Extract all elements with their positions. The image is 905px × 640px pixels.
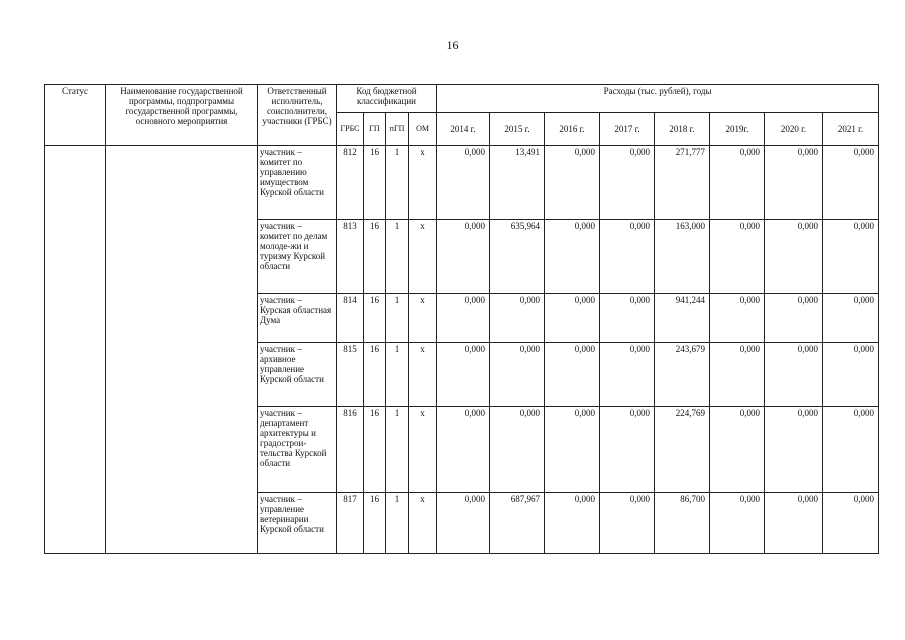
responsible-cell: участник – комитет по управлению имуществом Курской области (258, 146, 337, 220)
expense-cell: 0,000 (437, 407, 490, 493)
om-cell: x (409, 343, 437, 407)
expense-cell: 0,000 (765, 146, 823, 220)
pgp-cell: 1 (386, 146, 409, 220)
expense-cell: 0,000 (545, 294, 600, 343)
expense-cell: 0,000 (710, 294, 765, 343)
expense-cell: 0,000 (437, 146, 490, 220)
expense-cell: 0,000 (765, 294, 823, 343)
expense-cell: 0,000 (437, 294, 490, 343)
gp-cell: 16 (364, 343, 386, 407)
budget-table (44, 84, 879, 554)
expense-cell: 0,000 (710, 146, 765, 220)
header-year: 2020 г. (765, 113, 823, 146)
header-code-col: ГП (364, 113, 386, 146)
expense-cell: 0,000 (545, 343, 600, 407)
expense-cell: 0,000 (545, 220, 600, 294)
name-cell (106, 146, 258, 554)
expense-cell: 0,000 (823, 294, 879, 343)
expense-cell: 0,000 (545, 146, 600, 220)
grbs-cell: 815 (337, 343, 364, 407)
header-year: 2018 г. (655, 113, 710, 146)
expense-cell: 0,000 (437, 343, 490, 407)
header-year: 2017 г. (600, 113, 655, 146)
expense-cell: 0,000 (490, 407, 545, 493)
gp-cell: 16 (364, 407, 386, 493)
expense-cell: 0,000 (765, 407, 823, 493)
expense-cell: 0,000 (765, 493, 823, 554)
responsible-cell: участник – Курская областная Дума (258, 294, 337, 343)
om-cell: x (409, 220, 437, 294)
header-code-col: ОМ (409, 113, 437, 146)
header-responsible: Ответственный исполнитель, соисполнители, участники (ГРБС) (258, 85, 337, 146)
grbs-cell: 814 (337, 294, 364, 343)
expense-cell: 0,000 (765, 343, 823, 407)
grbs-cell: 813 (337, 220, 364, 294)
om-cell: x (409, 146, 437, 220)
header-name: Наименование государственной программы, подпрограммы государственной программы, основного мероприятия (106, 85, 258, 146)
expense-cell: 0,000 (600, 493, 655, 554)
gp-cell: 16 (364, 294, 386, 343)
grbs-cell: 812 (337, 146, 364, 220)
grbs-cell: 816 (337, 407, 364, 493)
expense-cell: 243,679 (655, 343, 710, 407)
responsible-cell: участник – управление ветеринарии Курской области (258, 493, 337, 554)
om-cell: x (409, 493, 437, 554)
gp-cell: 16 (364, 493, 386, 554)
gp-cell: 16 (364, 146, 386, 220)
pgp-cell: 1 (386, 343, 409, 407)
header-expenses: Расходы (тыс. рублей), годы (437, 85, 879, 113)
expense-cell: 687,967 (490, 493, 545, 554)
header-year: 2019г. (710, 113, 765, 146)
expense-cell: 271,777 (655, 146, 710, 220)
header-year: 2021 г. (823, 113, 879, 146)
pgp-cell: 1 (386, 220, 409, 294)
expense-cell: 163,000 (655, 220, 710, 294)
expense-cell: 0,000 (437, 493, 490, 554)
pgp-cell: 1 (386, 294, 409, 343)
header-code-col: ГРБС (337, 113, 364, 146)
expense-cell: 0,000 (710, 493, 765, 554)
expense-cell: 941,244 (655, 294, 710, 343)
expense-cell: 0,000 (600, 407, 655, 493)
header-code-col: пГП (386, 113, 409, 146)
gp-cell: 16 (364, 220, 386, 294)
header-year: 2014 г. (437, 113, 490, 146)
expense-cell: 0,000 (490, 343, 545, 407)
table-row (45, 146, 879, 220)
expense-cell: 0,000 (545, 407, 600, 493)
expense-cell: 0,000 (600, 220, 655, 294)
expense-cell: 0,000 (600, 343, 655, 407)
expense-cell: 0,000 (710, 407, 765, 493)
expense-cell: 0,000 (437, 220, 490, 294)
om-cell: x (409, 294, 437, 343)
header-budget-code: Код бюджетной классификации (337, 85, 437, 113)
expense-cell: 0,000 (823, 407, 879, 493)
pgp-cell: 1 (386, 493, 409, 554)
expense-cell: 13,491 (490, 146, 545, 220)
expense-cell: 0,000 (490, 294, 545, 343)
expense-cell: 0,000 (600, 294, 655, 343)
responsible-cell: участник – департамент архитектуры и градострои-тельства Курской области (258, 407, 337, 493)
om-cell: x (409, 407, 437, 493)
expense-cell: 0,000 (600, 146, 655, 220)
expense-cell: 0,000 (765, 220, 823, 294)
grbs-cell: 817 (337, 493, 364, 554)
expense-cell: 224,769 (655, 407, 710, 493)
pgp-cell: 1 (386, 407, 409, 493)
page-number: 16 (446, 38, 459, 52)
header-year: 2015 г. (490, 113, 545, 146)
responsible-cell: участник – архивное управление Курской области (258, 343, 337, 407)
expense-cell: 0,000 (710, 343, 765, 407)
expense-cell: 0,000 (823, 343, 879, 407)
expense-cell: 635,964 (490, 220, 545, 294)
responsible-cell: участник – комитет по делам молоде-жи и туризму Курской области (258, 220, 337, 294)
status-cell (45, 146, 106, 554)
expense-cell: 86,700 (655, 493, 710, 554)
expense-cell: 0,000 (545, 493, 600, 554)
expense-cell: 0,000 (823, 146, 879, 220)
expense-cell: 0,000 (710, 220, 765, 294)
header-year: 2016 г. (545, 113, 600, 146)
expense-cell: 0,000 (823, 220, 879, 294)
expense-cell: 0,000 (823, 493, 879, 554)
header-status: Статус (45, 85, 106, 146)
